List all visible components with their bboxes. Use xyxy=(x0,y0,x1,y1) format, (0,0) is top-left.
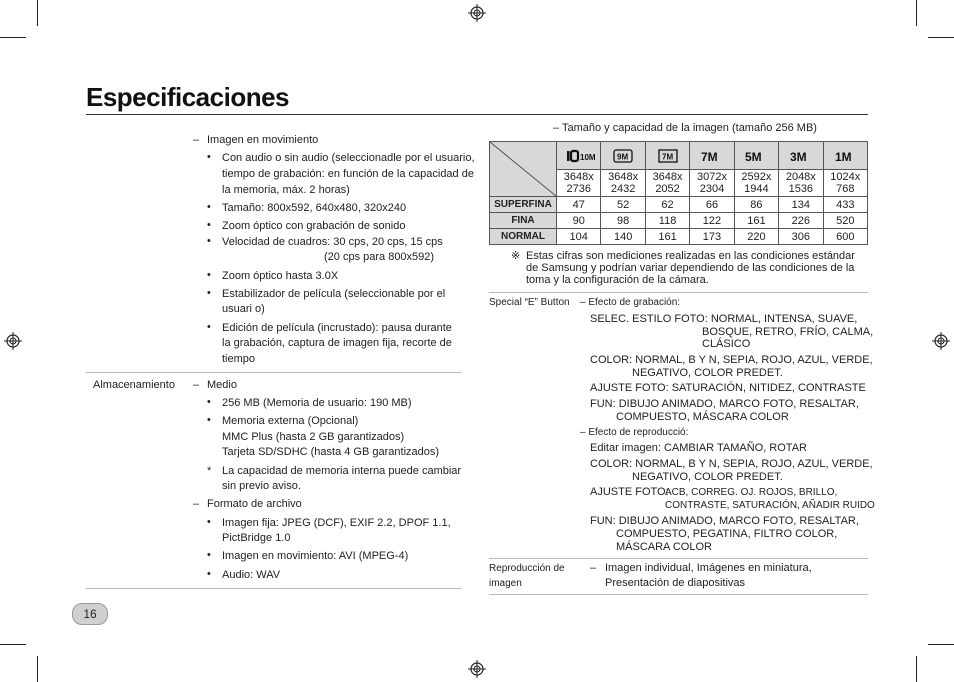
fun-text: FUN: DIBUJO ANIMADO, MARCO FOTO, RESALTAR, xyxy=(590,398,859,410)
storage-external-text: Memoria externa (Opcional) xyxy=(222,415,359,427)
movie-stabilizer-text: Estabilizador de película (seleccionable por el xyxy=(222,288,446,300)
quality-label: FINA xyxy=(490,213,557,229)
bullet-icon: • xyxy=(207,235,211,247)
size-9m-icon xyxy=(613,149,633,163)
page-title: Especificaciones xyxy=(86,82,289,112)
bullet-icon: • xyxy=(207,269,211,281)
size-icon-cell xyxy=(779,142,823,170)
size-icon-cell xyxy=(823,142,867,170)
registration-mark-icon xyxy=(4,332,22,350)
crop-mark xyxy=(37,0,38,26)
section-divider xyxy=(489,292,868,293)
crop-mark xyxy=(916,656,917,682)
edit-image-text: Editar imagen: CAMBIAR TAMAÑO, ROTAR xyxy=(590,442,807,454)
section-divider xyxy=(86,372,462,373)
size-icon-cell xyxy=(734,142,778,170)
playback-color-text: NEGATIVO, COLOR PREDET. xyxy=(632,471,783,483)
movie-optical-zoom-text: Zoom óptico hasta 3.0X xyxy=(222,270,339,282)
bullet-icon: • xyxy=(207,321,211,333)
playback-adjust-text: ACB, CORREG. OJ. ROJOS, BRILLO, xyxy=(665,487,838,498)
table-cell: 220 xyxy=(734,229,778,245)
movie-audio-text: la memoria, máx. 2 horas) xyxy=(222,184,350,196)
registration-mark-icon xyxy=(468,660,486,678)
size-5m-icon xyxy=(745,149,767,163)
storage-external-text: Tarjeta SD/SDHC (hasta 4 GB garantizados) xyxy=(222,446,440,458)
color-text: COLOR: NORMAL, B Y N, SEPIA, ROJO, AZUL, VERDE, xyxy=(590,354,873,366)
movie-edit-text: tiempo xyxy=(222,353,256,365)
table-cell: 433 xyxy=(823,197,867,213)
playback-adjust-label: AJUSTE FOTO: xyxy=(590,486,672,498)
color-text: NEGATIVO, COLOR PREDET. xyxy=(632,367,783,379)
crop-mark xyxy=(37,656,38,682)
table-cell: 173 xyxy=(690,229,734,245)
asterisk-icon: * xyxy=(207,465,212,477)
resolution-cell: 3072x 2304 xyxy=(690,170,734,197)
footnote-mark: ※ xyxy=(511,250,521,262)
svg-text:7M: 7M xyxy=(700,149,718,164)
crop-mark xyxy=(0,37,26,38)
playback-dash: – xyxy=(590,562,597,574)
playback-effect-header: – Efecto de reproducció: xyxy=(580,427,689,438)
crop-mark xyxy=(0,644,26,645)
bullet-icon: • xyxy=(207,568,211,580)
bullet-icon: • xyxy=(207,201,211,213)
section-divider xyxy=(489,558,868,559)
diagonal-header-cell xyxy=(490,142,557,197)
resolution-cell: 3648x 2432 xyxy=(601,170,645,197)
playback-color-text: COLOR: NORMAL, B Y N, SEPIA, ROJO, AZUL, VERDE, xyxy=(590,458,873,470)
table-cell: 226 xyxy=(779,213,823,229)
svg-text:1M: 1M xyxy=(835,149,852,164)
format-movie-text: Imagen en movimiento: AVI (MPEG-4) xyxy=(222,550,409,562)
table-caption: – Tamaño y capacidad de la imagen (tamaño 256 MB) xyxy=(553,122,817,134)
playback-fun-text: COMPUESTO, PEGATINA, FILTRO COLOR, xyxy=(616,528,838,540)
format-still-text: Imagen fija: JPEG (DCF), EXIF 2.2, DPOF 1.1, xyxy=(222,517,451,529)
storage-medium-header: Medio xyxy=(207,379,237,391)
movie-size-text: Tamaño: 800x592, 640x480, 320x240 xyxy=(222,202,407,214)
storage-label: Almacenamiento xyxy=(93,379,175,391)
size-icon-cell xyxy=(557,142,601,170)
movie-header: Imagen en movimiento xyxy=(207,134,319,146)
diagonal-line-icon xyxy=(490,142,556,196)
crop-mark xyxy=(928,644,954,645)
table-row xyxy=(490,229,868,245)
table-cell: 66 xyxy=(690,197,734,213)
table-cell: 161 xyxy=(734,213,778,229)
movie-audio-text: tiempo de grabación: en función de la capacidad de xyxy=(222,168,474,180)
size-icon-cell xyxy=(645,142,689,170)
bullet-icon: • xyxy=(207,549,211,561)
footnote-text: toma y la configuración de la cámara. xyxy=(526,274,709,286)
playback-fun-text: MÁSCARA COLOR xyxy=(616,541,712,553)
resolution-cell: 1024x 768 xyxy=(823,170,867,197)
quality-label: NORMAL xyxy=(490,229,557,245)
playback-label: imagen xyxy=(489,578,522,589)
svg-text:5M: 5M xyxy=(745,149,763,164)
movie-fps-text: (20 cps para 800x592) xyxy=(324,251,435,263)
photo-style-text: BOSQUE, RETRO, FRÍO, CALMA, xyxy=(702,326,874,338)
footnote-text: Estas cifras son mediciones realizadas en las condiciones estándar xyxy=(526,250,855,262)
size-icon-cell xyxy=(601,142,645,170)
table-cell: 47 xyxy=(557,197,601,213)
movie-stabilizer-text: usuari o) xyxy=(222,303,265,315)
table-row xyxy=(490,142,868,170)
playback-text: Imagen individual, Imágenes en miniatura, xyxy=(605,562,812,574)
table-cell: 98 xyxy=(601,213,645,229)
size-7m-icon xyxy=(701,149,723,163)
section-divider xyxy=(489,594,868,595)
registration-mark-icon xyxy=(468,4,486,22)
table-cell: 600 xyxy=(823,229,867,245)
table-cell: 86 xyxy=(734,197,778,213)
table-cell: 118 xyxy=(645,213,689,229)
resolution-cell: 3648x 2736 xyxy=(557,170,601,197)
table-cell: 306 xyxy=(779,229,823,245)
bullet-icon: • xyxy=(207,151,211,163)
playback-fun-text: FUN: DIBUJO ANIMADO, MARCO FOTO, RESALTAR, xyxy=(590,515,859,527)
fun-text: COMPUESTO, MÁSCARA COLOR xyxy=(616,411,789,423)
bullet-icon: • xyxy=(207,414,211,426)
footnote-text: de Samsung y podrían variar dependiendo de las condiciones de la xyxy=(526,262,855,274)
format-audio-text: Audio: WAV xyxy=(222,569,281,581)
recording-effect-header: – Efecto de grabación: xyxy=(580,297,681,308)
image-capacity-table xyxy=(489,141,868,245)
svg-text:7M: 7M xyxy=(661,152,673,161)
size-icon-cell xyxy=(690,142,734,170)
photo-style-text: SELEC. ESTILO FOTO: NORMAL, INTENSA, SUAVE, xyxy=(590,313,858,325)
bullet-icon: • xyxy=(207,287,211,299)
table-cell: 520 xyxy=(823,213,867,229)
section-divider xyxy=(86,588,462,589)
photo-adjust-text: AJUSTE FOTO: SATURACIÓN, NITIDEZ, CONTRASTE xyxy=(590,382,866,394)
resolution-cell: 2592x 1944 xyxy=(734,170,778,197)
movie-audio-text: Con audio o sin audio (seleccionadle por el usuario, xyxy=(222,152,475,164)
file-format-header: Formato de archivo xyxy=(207,498,302,510)
table-cell: 52 xyxy=(601,197,645,213)
bullet-icon: • xyxy=(207,516,211,528)
format-still-text: PictBridge 1.0 xyxy=(222,532,291,544)
title-rule xyxy=(86,114,868,115)
table-row xyxy=(490,197,868,213)
resolution-cell: 3648x 2052 xyxy=(645,170,689,197)
svg-text:10M: 10M xyxy=(579,152,596,162)
table-cell: 62 xyxy=(645,197,689,213)
storage-note-text: sin previo aviso. xyxy=(222,480,301,492)
playback-text: Presentación de diapositivas xyxy=(605,577,746,589)
table-cell: 90 xyxy=(557,213,601,229)
special-button-label: Special “E” Button xyxy=(489,297,570,308)
movie-edit-text: la grabación, captura de imagen fija, recorte de xyxy=(222,337,452,349)
bullet-icon: • xyxy=(207,219,211,231)
size-3m-icon xyxy=(790,149,812,163)
size-7m-wide-icon xyxy=(658,149,678,163)
playback-adjust-text: CONTRASTE, SATURACIÓN, AÑADIR RUIDO xyxy=(665,500,875,511)
movie-fps-text: Velocidad de cuadros: 30 cps, 20 cps, 15 cps xyxy=(222,236,443,248)
storage-internal-text: 256 MB (Memoria de usuario: 190 MB) xyxy=(222,397,412,409)
table-cell: 104 xyxy=(557,229,601,245)
photo-style-text: CLÁSICO xyxy=(702,338,751,350)
storage-external-text: MMC Plus (hasta 2 GB garantizados) xyxy=(222,431,405,443)
storage-note-text: La capacidad de memoria interna puede cambiar xyxy=(222,465,462,477)
crop-mark xyxy=(928,37,954,38)
table-cell: 161 xyxy=(645,229,689,245)
table-row xyxy=(490,213,868,229)
crop-mark xyxy=(916,0,917,26)
table-cell: 122 xyxy=(690,213,734,229)
table-cell: 140 xyxy=(601,229,645,245)
size-1m-icon xyxy=(835,149,855,163)
page-number: 16 xyxy=(72,603,108,625)
size-10m-icon xyxy=(566,149,596,163)
table-cell: 134 xyxy=(779,197,823,213)
svg-text:3M: 3M xyxy=(789,149,807,164)
svg-text:9M: 9M xyxy=(617,152,629,161)
registration-mark-icon xyxy=(932,332,950,350)
resolution-cell: 2048x 1536 xyxy=(779,170,823,197)
movie-edit-text: Edición de película (incrustado): pausa durante xyxy=(222,322,452,334)
bullet-icon: • xyxy=(207,396,211,408)
playback-label: Reproducción de xyxy=(489,563,565,574)
quality-label: SUPERFINA xyxy=(490,197,557,213)
movie-zoom-text: Zoom óptico con grabación de sonido xyxy=(222,220,406,232)
